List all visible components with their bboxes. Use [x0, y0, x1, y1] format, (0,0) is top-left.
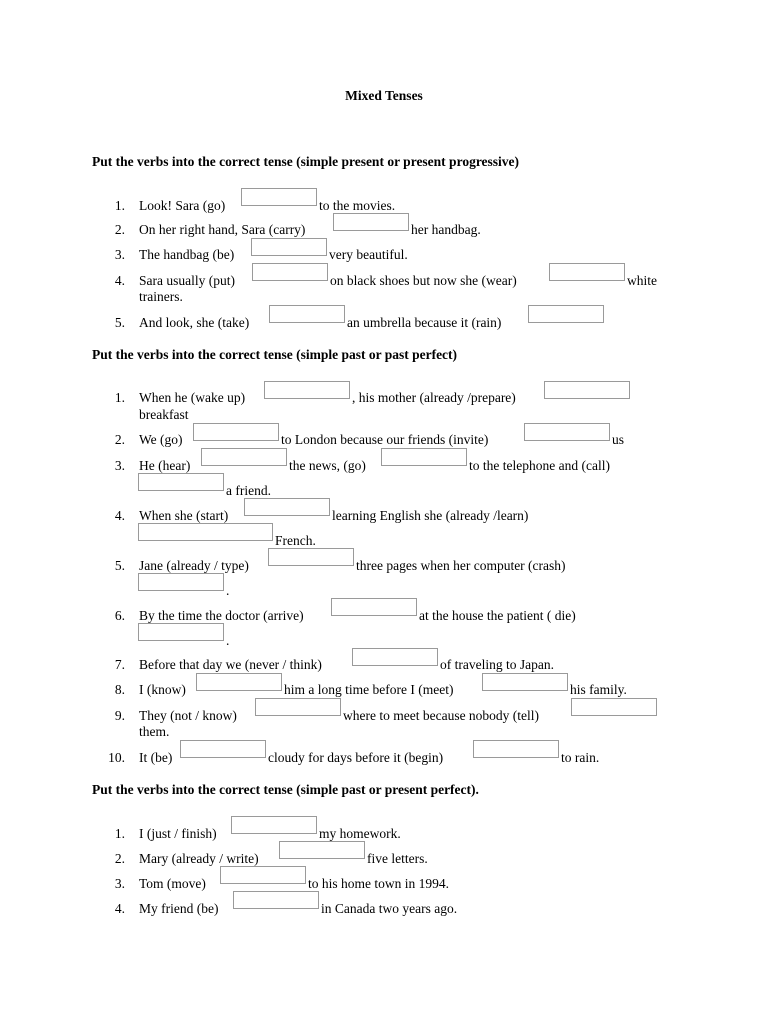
item-number: 5. [114, 558, 125, 573]
item-text: in Canada two years ago. [321, 901, 458, 916]
item-text: , his mother (already /prepare) [352, 390, 516, 405]
answer-input[interactable] [528, 305, 604, 323]
item-number: 6. [114, 608, 125, 623]
item-text: to his home town in 1994. [308, 876, 449, 891]
section-3-heading: Put the verbs into the correct tense (simple past or present perfect). [92, 782, 479, 797]
answer-input[interactable] [196, 673, 282, 691]
item-text: The handbag (be) [139, 247, 235, 262]
item-number: 3. [114, 247, 125, 262]
item-text: Sara usually (put) [139, 273, 235, 288]
answer-input[interactable] [352, 648, 438, 666]
item-text: learning English she (already /learn) [332, 508, 529, 523]
item-text: the news, (go) [289, 458, 366, 473]
item-text: Tom (move) [139, 876, 206, 891]
item-text: an umbrella because it (rain) [347, 315, 502, 330]
item-text: to rain. [561, 750, 600, 765]
answer-input[interactable] [220, 866, 306, 884]
item-text: Before that day we (never / think) [139, 657, 322, 672]
item-text: When she (start) [139, 508, 229, 523]
item-number: 4. [114, 508, 125, 523]
item-text: French. [275, 533, 316, 548]
item-text: them. [139, 724, 170, 739]
item-text: his family. [570, 682, 627, 697]
answer-input[interactable] [252, 263, 328, 281]
answer-input[interactable] [331, 598, 417, 616]
item-text: us [612, 432, 625, 447]
item-number: 3. [114, 876, 125, 891]
item-text: to the telephone and (call) [469, 458, 610, 473]
item-text: five letters. [367, 851, 428, 866]
answer-input[interactable] [241, 188, 317, 206]
item-text: Look! Sara (go) [139, 198, 226, 213]
item-text: I (know) [139, 682, 186, 697]
item-text: my homework. [319, 826, 401, 841]
answer-input[interactable] [268, 548, 354, 566]
answer-input[interactable] [138, 473, 224, 491]
item-text: My friend (be) [139, 901, 219, 916]
item-number: 1. [114, 198, 125, 213]
item-text: cloudy for days before it (begin) [268, 750, 444, 765]
item-text: on black shoes but now she (wear) [330, 273, 517, 288]
item-text: I (just / finish) [139, 826, 217, 841]
item-text: him a long time before I (meet) [284, 682, 454, 697]
item-number: 7. [114, 657, 125, 672]
item-text: where to meet because nobody (tell) [343, 708, 540, 723]
item-number: 2. [114, 222, 125, 237]
section-2-heading: Put the verbs into the correct tense (simple past or past perfect) [92, 347, 458, 362]
item-text: On her right hand, Sara (carry) [139, 222, 306, 237]
answer-input[interactable] [138, 523, 273, 541]
item-text: By the time the doctor (arrive) [139, 608, 304, 623]
item-number: 10. [108, 750, 125, 765]
item-text: And look, she (take) [139, 315, 250, 330]
answer-input[interactable] [473, 740, 559, 758]
section-1-heading: Put the verbs into the correct tense (simple present or present progressive) [92, 154, 520, 169]
item-number: 1. [114, 390, 125, 405]
item-text: of traveling to Japan. [440, 657, 554, 672]
item-number: 8. [114, 682, 125, 697]
item-number: 5. [114, 315, 125, 330]
item-number: 4. [114, 273, 125, 288]
item-text: He (hear) [139, 458, 191, 473]
item-text: to the movies. [319, 198, 396, 213]
item-text: a friend. [226, 483, 271, 498]
item-text: her handbag. [411, 222, 481, 237]
answer-input[interactable] [244, 498, 330, 516]
item-text: They (not / know) [139, 708, 237, 723]
answer-input[interactable] [524, 423, 610, 441]
answer-input[interactable] [180, 740, 266, 758]
item-number: 4. [114, 901, 125, 916]
answer-input[interactable] [571, 698, 657, 716]
item-number: 1. [114, 826, 125, 841]
answer-input[interactable] [549, 263, 625, 281]
answer-input[interactable] [233, 891, 319, 909]
page-title: Mixed Tenses [345, 88, 423, 103]
item-number: 3. [114, 458, 125, 473]
answer-input[interactable] [255, 698, 341, 716]
answer-input[interactable] [544, 381, 630, 399]
item-text: trainers. [139, 289, 183, 304]
answer-input[interactable] [193, 423, 279, 441]
item-text: When he (wake up) [139, 390, 246, 405]
item-text: . [226, 633, 230, 648]
answer-input[interactable] [201, 448, 287, 466]
answer-input[interactable] [138, 623, 224, 641]
answer-input[interactable] [138, 573, 224, 591]
item-number: 2. [114, 851, 125, 866]
answer-input[interactable] [231, 816, 317, 834]
item-number: 9. [114, 708, 125, 723]
item-text: white [627, 273, 657, 288]
item-text: three pages when her computer (crash) [356, 558, 566, 573]
item-text: Jane (already / type) [139, 558, 249, 573]
item-text: Mary (already / write) [139, 851, 259, 866]
answer-input[interactable] [482, 673, 568, 691]
answer-input[interactable] [279, 841, 365, 859]
item-text: We (go) [139, 432, 183, 447]
answer-input[interactable] [251, 238, 327, 256]
item-text: breakfast [139, 407, 189, 422]
item-number: 2. [114, 432, 125, 447]
item-text: very beautiful. [329, 247, 408, 262]
answer-input[interactable] [333, 213, 409, 231]
answer-input[interactable] [264, 381, 350, 399]
item-text: to London because our friends (invite) [281, 432, 489, 447]
answer-input[interactable] [269, 305, 345, 323]
answer-input[interactable] [381, 448, 467, 466]
item-text: It (be) [139, 750, 173, 765]
item-text: . [226, 583, 230, 598]
item-text: at the house the patient ( die) [419, 608, 576, 623]
